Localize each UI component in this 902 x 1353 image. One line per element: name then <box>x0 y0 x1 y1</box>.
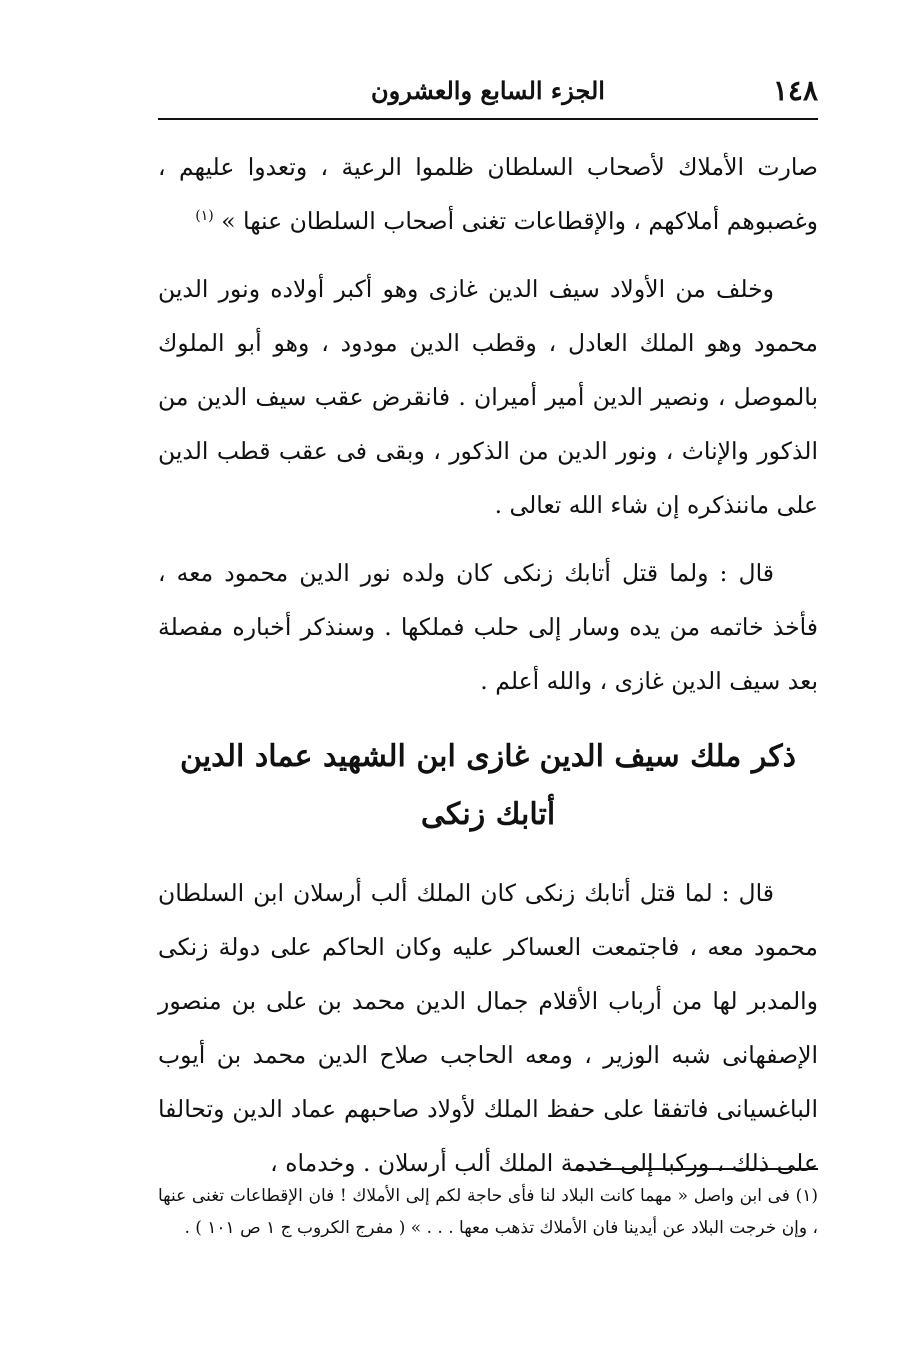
page-header <box>158 62 818 112</box>
footnotes <box>158 1180 818 1244</box>
page-number: ١٤٨ <box>772 74 818 107</box>
main-text <box>158 140 818 1190</box>
section-heading <box>158 728 818 844</box>
paragraph-offspring: وخلف من الأولاد سيف الدين غازى وهو أكبر أولاده ونور الدين محمود وهو الملك العادل ، وقطب الدين مودود ، وهو أبو الملوك بالموصل ، ونصير الدين أمير أميران . فانقرض عقب سيف الدين من الذكور والإناث ، ونور الدين من الذكور ، وبقى فى عقب قطب الدين على ماننذكره إن شاء الله تعالى . <box>158 275 818 519</box>
footnote-reference: (١) <box>195 208 214 225</box>
footnote-divider <box>578 1168 818 1170</box>
running-title: الجزء السابع والعشرون <box>371 76 605 105</box>
paragraph-text: صارت الأملاك لأصحاب السلطان ظلموا الرعية ، وتعدوا عليهم ، وغصبوهم أملاكهم ، والإقطاعات تغنى أصحاب السلطان عنها » <box>158 153 818 235</box>
paragraph-alp-arslan: قال : لما قتل أتابك زنكى كان الملك ألب أرسلان ابن السلطان محمود معه ، فاجتمعت العساكر عليه وكان الحاكم على دولة زنكى والمدبر لها من أرباب الأقلام جمال الدين محمد بن على بن منصور الإصفهانى شبه الوزير ، ومعه الحاجب صلاح الدين محمد بن أيوب الباغسيانى فاتفقا على حفظ الملك لأولاد صاحبهم عماد الدين وتحالفا على ذلك ، وركبا إلى خدمة الملك ألب أرسلان . وخدماه ، <box>158 879 818 1177</box>
section-heading-line-1: ذكر ملك سيف الدين غازى ابن الشهيد عماد الدين <box>179 739 797 774</box>
section-heading-line-2: أتابك زنكى <box>420 797 556 832</box>
paragraph-nur-al-din: قال : ولما قتل أتابك زنكى كان ولده نور الدين محمود معه ، فأخذ خاتمه من يده وسار إلى حلب فملكها . وسنذكر أخباره مفصلة بعد سيف الدين غازى ، والله أعلم . <box>158 559 818 695</box>
footnote-1: (١) فى ابن واصل « مهما كانت البلاد لنا فأى حاجة لكم إلى الأملاك ! فان الإقطاعات تغنى عنها ، وإن خرجت البلاد عن أيدينا فان الأملاك تذهب معها . . . » ( مفرج الكروب ج ١ ص ١٠١ ) . <box>158 1186 818 1238</box>
header-divider <box>158 118 818 120</box>
paragraph-continuation <box>158 140 818 248</box>
